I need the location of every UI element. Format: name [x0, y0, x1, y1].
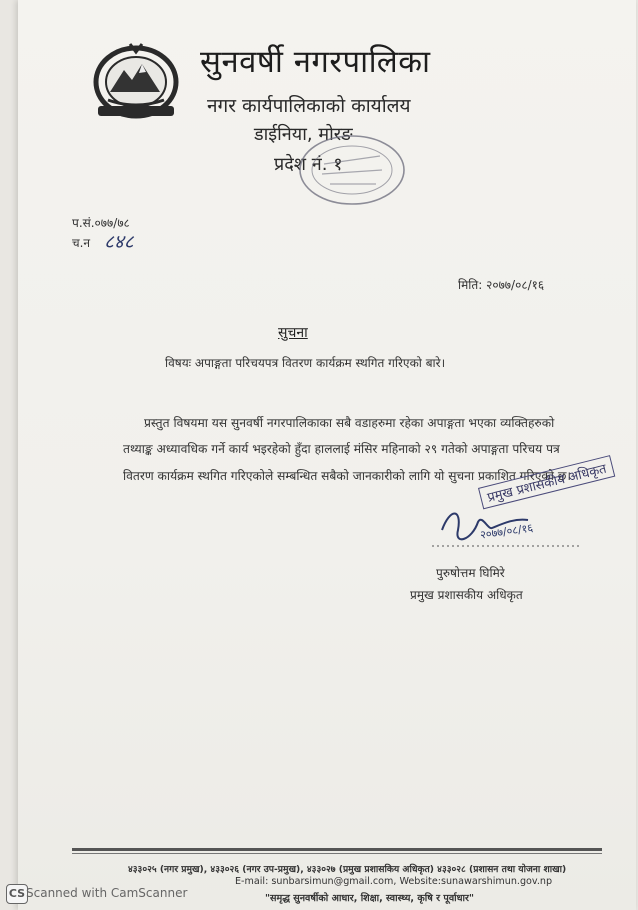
office-name: नगर कार्यपालिकाको कार्यालय — [207, 95, 411, 117]
officer-name: पुरुषोत्तम घिमिरे — [436, 566, 505, 580]
dispatch-number: ८४८ — [104, 231, 134, 253]
dispatch-label: च.न — [72, 236, 91, 250]
footer-divider — [72, 853, 602, 854]
camscanner-logo-icon: CS — [6, 884, 28, 904]
designation-stamp: प्रमुख प्रशासकीय अधिकृत — [478, 455, 615, 509]
officer-title: प्रमुख प्रशासकीय अधिकृत — [410, 588, 523, 602]
notice-title: सुचना — [278, 325, 308, 341]
notice-body-line: तथ्याङ्क अध्यावधिक गर्ने कार्य भइरहेको हुँदा हाललाई मंसिर महिनाको २९ गतेको अपाङ्गता परिचय पत्र — [123, 442, 560, 456]
footer-motto: "समृद्ध सुनवर्षीको आधार, शिक्षा, स्वास्थ्य, कृषि र पूर्वाधार" — [265, 893, 474, 904]
footer-divider — [72, 848, 602, 851]
reference-number: प.सं.०७७/७८ — [72, 216, 130, 230]
office-stamp — [296, 130, 408, 210]
footer-contact: E-mail: sunbarsimun@gmail.com, Website:sunawarshimun.gov.np — [235, 876, 553, 887]
footer-phones: ४३३०२५ (नगर प्रमुख), ४३३०२६ (नगर उप-प्रमुख), ४३३०२७ (प्रमुख प्रशासकिय अधिकृत) ४३३०२८ (प्रशासन तथा योजना शाखा) — [128, 864, 567, 875]
nepal-emblem-icon — [90, 40, 182, 120]
notice-body-line: प्रस्तुत विषयमा यस सुनवर्षी नगरपालिकाका सबै वडाहरुमा रहेका अपाङ्गता भएका व्यक्तिहरुको — [144, 416, 555, 430]
notice-subject: विषयः अपाङ्गता परिचयपत्र वितरण कार्यक्रम स्थगित गरिएको बारे। — [165, 356, 446, 370]
scanner-watermark: Scanned with CamScanner — [26, 886, 188, 900]
province: प्रदेश नं. १ — [274, 154, 343, 175]
signed-date: २०७७/०८/१६ — [479, 521, 534, 542]
notice-body-line: वितरण कार्यक्रम स्थगित गरिएकोले सम्बन्धित सबैको जानकारीको लागि यो सुचना प्रकाशित गरिएको छ। — [123, 469, 571, 483]
org-name: सुनवर्षी नगरपालिका — [200, 44, 431, 80]
office-place: डाईनिया, मोरङ — [254, 124, 353, 145]
letter-date: मिति: २०७७/०८/१६ — [458, 278, 545, 292]
